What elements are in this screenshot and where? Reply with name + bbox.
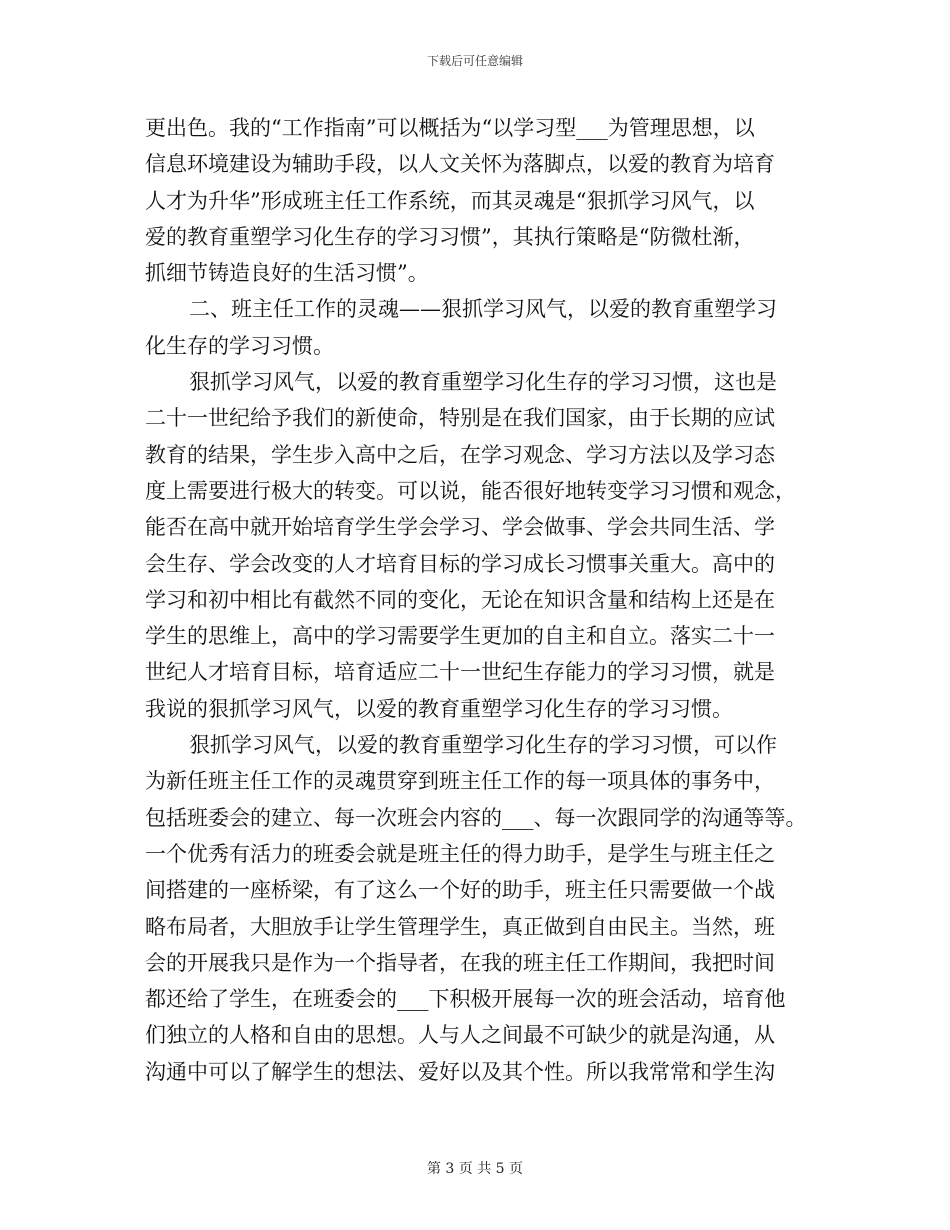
text-line: 更出色。我的“工作指南”可以概括为“以学习型___为管理思想，以: [145, 116, 755, 140]
document-body: [145, 110, 810, 1090]
text-line: 沟通中可以了解学生的想法、爱好以及其个性。所以我常常和学生沟: [145, 1059, 775, 1084]
text-line: 二十一世纪给予我们的新使命，特别是在我们国家，由于长期的应试: [145, 406, 775, 431]
text-line: 狠抓学习风气，以爱的教育重塑学习化生存的学习习惯，可以作: [189, 733, 777, 758]
text-line: 学习和初中相比有截然不同的变化，无论在知识含量和结构上还是在: [145, 587, 775, 612]
page-footer: 第 3 页 共 5 页: [426, 1161, 524, 1177]
text-line: 们独立的人格和自由的思想。人与人之间最不可缺少的就是沟通，从: [145, 1023, 775, 1048]
text-line: 爱的教育重塑学习化生存的学习习惯”，其执行策略是“防微杜渐，: [145, 224, 755, 249]
text-line: 能否在高中就开始培育学生学会学习、学会做事、学会共同生活、学: [145, 515, 775, 540]
page-header: 下载后可任意编辑: [426, 54, 523, 68]
text-line: 为新任班主任工作的灵魂贯穿到班主任工作的每一项具体的事务中，: [145, 769, 775, 794]
text-line: 包括班委会的建立、每一次班会内容的___、每一次跟同学的沟通等等。: [145, 805, 807, 830]
text-line: 间搭建的一座桥梁，有了这么一个好的助手，班主任只需要做一个战: [145, 878, 775, 903]
text-line: 世纪人才培育目标，培育适应二十一世纪生存能力的学习习惯，就是: [145, 660, 775, 685]
text-line: 一个优秀有活力的班委会就是班主任的得力助手，是学生与班主任之: [145, 841, 775, 866]
section-heading-line: 化生存的学习习惯。: [145, 333, 334, 358]
text-line: 抓细节铸造良好的生活习惯”。: [145, 261, 429, 286]
text-line: 度上需要进行极大的转变。可以说，能否很好地转变学习习惯和观念，: [145, 478, 796, 503]
text-line: 狠抓学习风气，以爱的教育重塑学习化生存的学习习惯，这也是: [189, 370, 777, 395]
text-line: 略布局者，大胆放手让学生管理学生，真正做到自由民主。当然，班: [145, 914, 775, 939]
text-line: 都还给了学生，在班委会的___下积极开展每一次的班会活动，培育他: [145, 987, 786, 1012]
text-line: 学生的思维上，高中的学习需要学生更加的自主和自立。落实二十一: [145, 624, 775, 649]
section-heading-line: 二、班主任工作的灵魂——狠抓学习风气，以爱的教育重塑学习: [189, 297, 777, 322]
text-line: 教育的结果，学生步入高中之后，在学习观念、学习方法以及学习态: [145, 442, 775, 467]
text-line: 信息环境建设为辅助手段，以人文关怀为落脚点，以爱的教育为培育: [145, 152, 775, 177]
text-line: 会生存、学会改变的人才培育目标的学习成长习惯事关重大。高中的: [145, 551, 775, 576]
text-line: 人才为升华”形成班主任工作系统，而其灵魂是“狠抓学习风气，以: [145, 188, 755, 213]
text-line: 我说的狠抓学习风气，以爱的教育重塑学习化生存的学习习惯。: [145, 696, 733, 721]
text-line: 会的开展我只是作为一个指导者，在我的班主任工作期间，我把时间: [145, 950, 775, 975]
